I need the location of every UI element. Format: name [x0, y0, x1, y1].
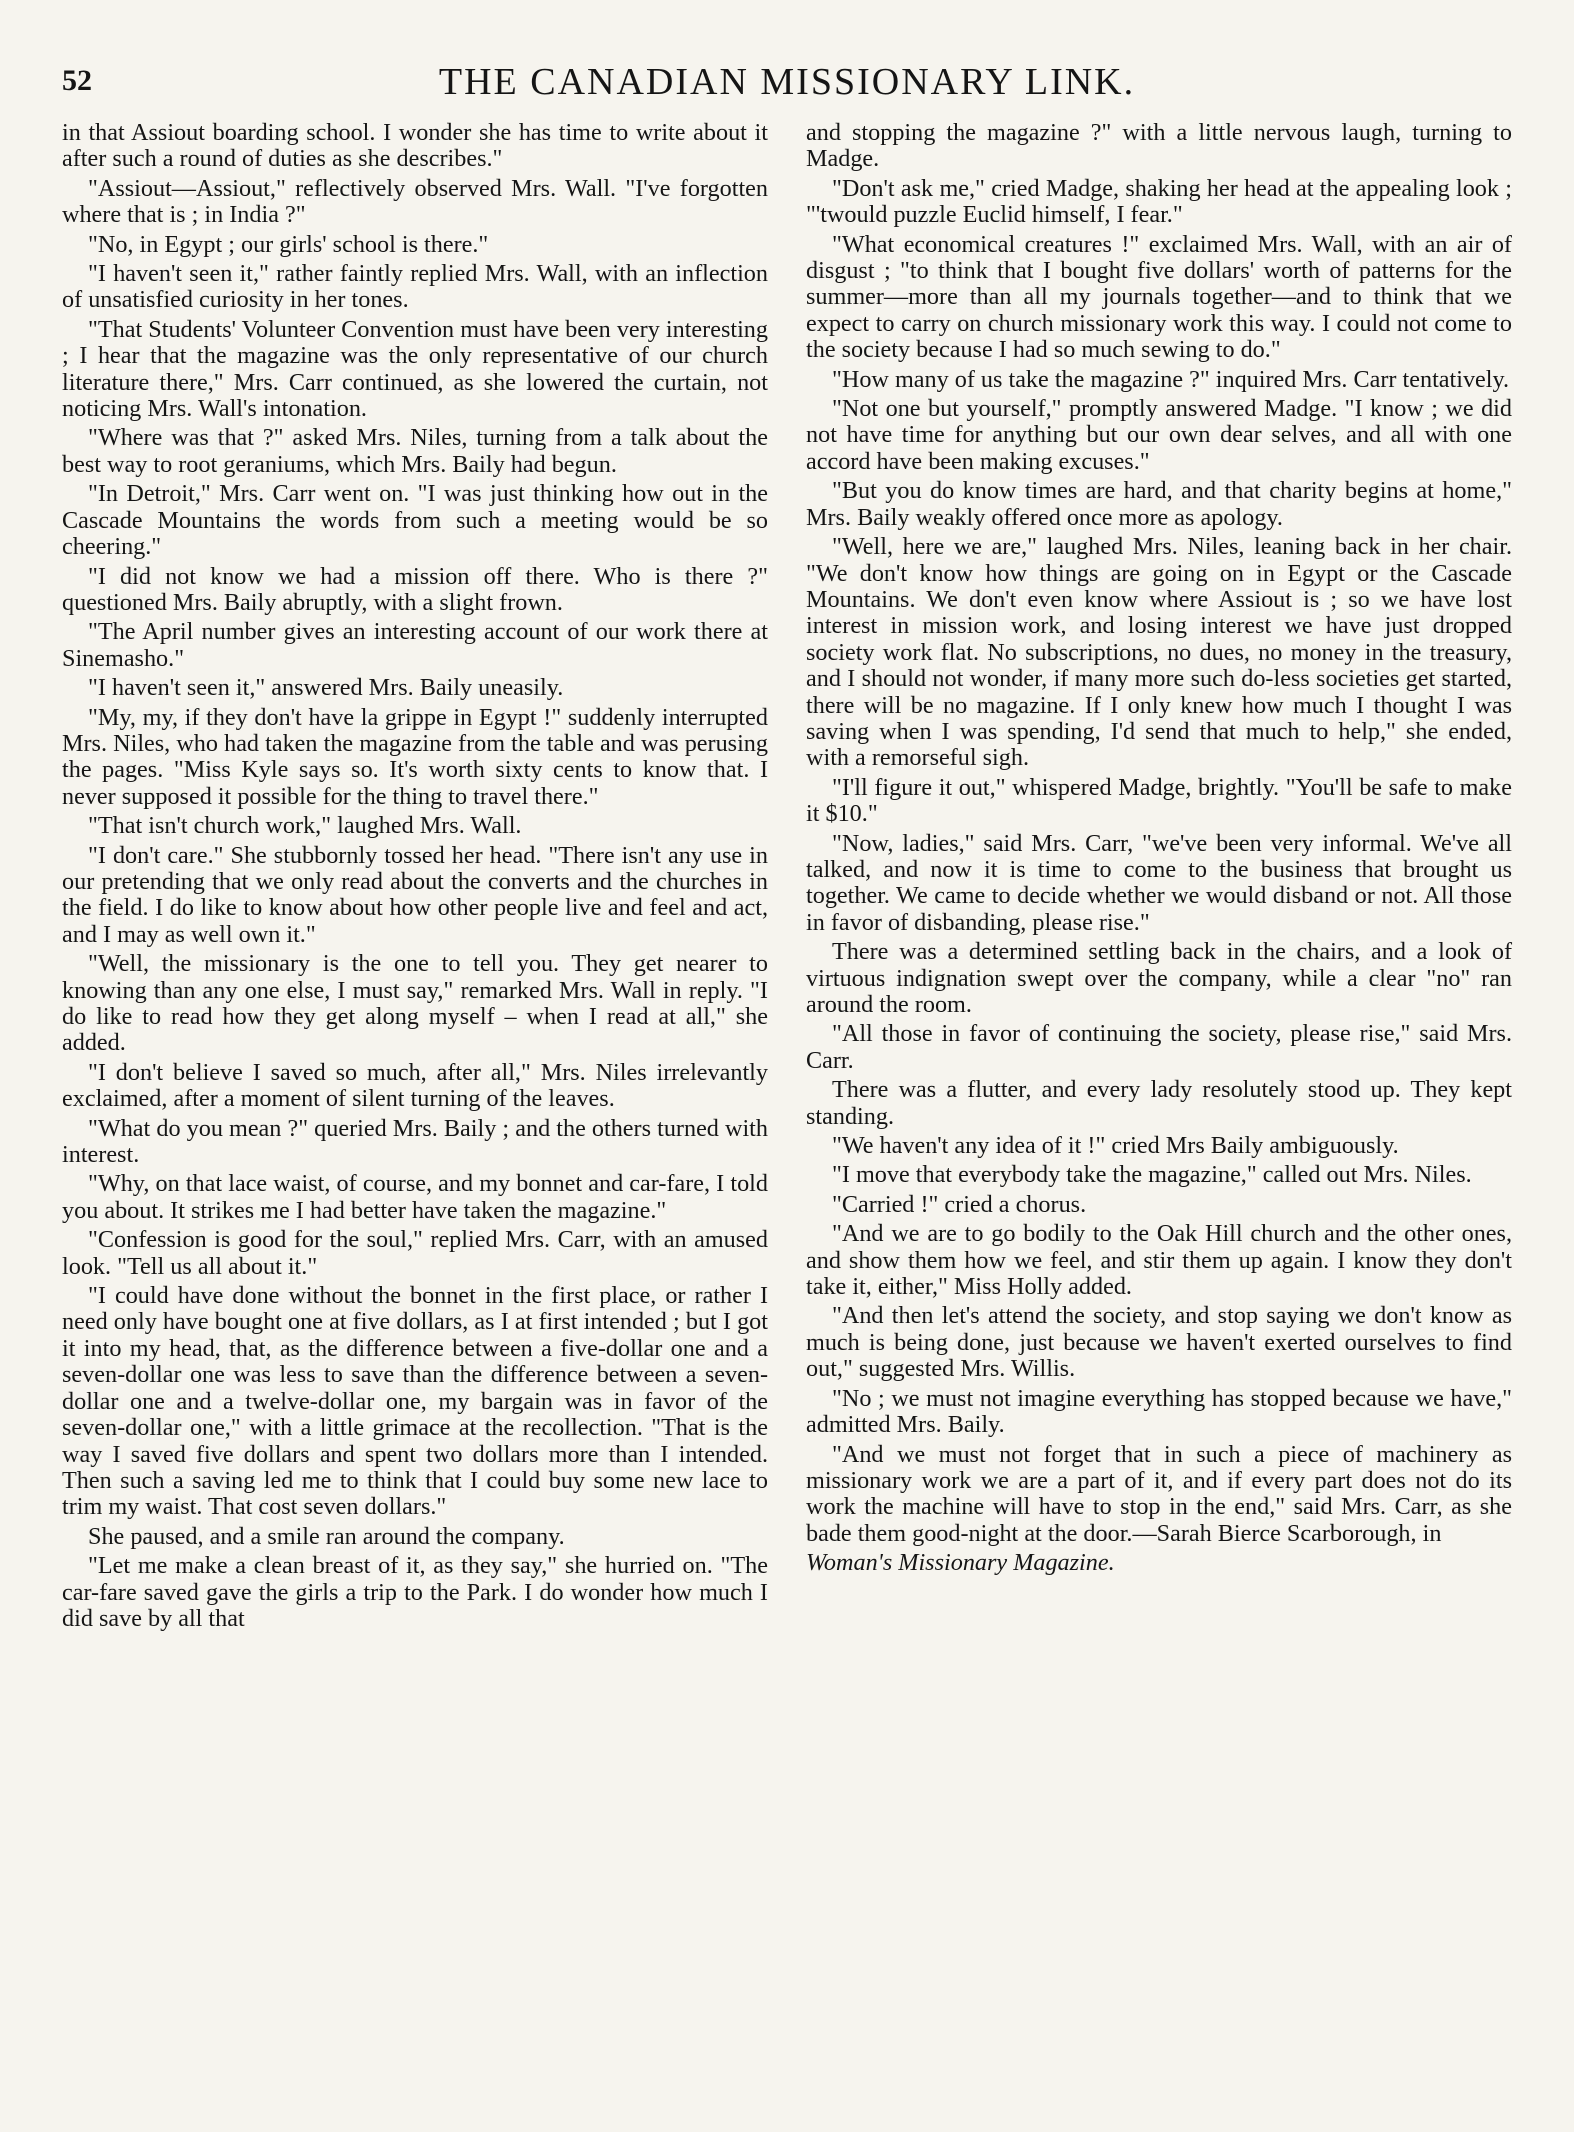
- paragraph: "Don't ask me," cried Madge, shaking her head at the appealing look ; "'twould puzzle Euclid himself, I fear.": [806, 174, 1512, 229]
- paragraph: She paused, and a smile ran around the company.: [88, 1522, 565, 1550]
- paragraph: "I did not know we had a mission off there. Who is there ?" questioned Mrs. Baily abruptly, with a slight frown.: [62, 562, 768, 616]
- paragraph: "We haven't any idea of it !" cried Mrs Baily ambiguously.: [832, 1132, 1399, 1160]
- paragraph: "I move that everybody take the magazine," called out Mrs. Niles.: [832, 1161, 1472, 1189]
- paragraph: "What do you mean ?" queried Mrs. Baily ; and the others turned with interest.: [62, 1114, 768, 1169]
- paragraph: "I don't care." She stubbornly tossed her head. "There isn't any use in our pretending that we only read about the converts and the churches in the field. I do like to know about how other people live and feel and act, and I may as well own it.": [62, 841, 768, 948]
- paragraph: "In Detroit," Mrs. Carr went on. "I was just thinking how out in the Cascade Mountains the words from such a meeting would be so cheering.": [62, 480, 768, 561]
- paragraph: "Confession is good for the soul," replied Mrs. Carr, with an amused look. "Tell us all about it.": [62, 1226, 768, 1280]
- paragraph: "I'll figure it out," whispered Madge, brightly. "You'll be safe to make it $10.": [806, 773, 1512, 828]
- page-header: [62, 58, 1512, 120]
- running-title: THE CANADIAN MISSIONARY LINK.: [438, 61, 1136, 103]
- paragraph: "Let me make a clean breast of it, as they say," she hurried on. "The car-fare saved gave the girls a trip to the Park. I do wonder how much I did save by all that: [62, 1552, 768, 1632]
- paragraph: "The April number gives an interesting account of our work there at Sinemasho.": [62, 618, 768, 672]
- paragraph: "How many of us take the magazine ?" inquired Mrs. Carr tentatively.: [832, 365, 1510, 393]
- paragraph: "Not one but yourself," promptly answered Madge. "I know ; we did not have time for anything but our own dear selves, and all with one accord have been making excuses.": [806, 395, 1512, 475]
- attribution: [806, 1550, 1512, 1576]
- paragraph: "That Students' Volunteer Convention must have been very interesting ; I hear that the magazine was the only representative of our church literature there," Mrs. Carr continued, as she lowered the curtain, not noticing Mrs. Wall's intonation.: [62, 315, 768, 423]
- paragraph: in that Assiout boarding school. I wonder she has time to write about it after such a round of duties as she describes.": [62, 119, 768, 173]
- paragraph: "No, in Egypt ; our girls' school is there.": [88, 230, 489, 258]
- paragraph: "All those in favor of continuing the society, please rise," said Mrs. Carr.: [806, 1020, 1512, 1074]
- paragraph: "Why, on that lace waist, of course, and my bonnet and car-fare, I told you about. It strikes me I had better have taken the magazine.": [62, 1170, 768, 1224]
- paragraph: There was a determined settling back in the chairs, and a look of virtuous indignation swept over the company, while a clear "no" ran around the room.: [806, 938, 1512, 1018]
- paragraph: "I haven't seen it," rather faintly replied Mrs. Wall, with an inflection of unsatisfied curiosity in her tones.: [62, 260, 768, 314]
- paragraph: "I could have done without the bonnet in the first place, or rather I need only have bought one at five dollars, as I at first intended ; but I got it into my head, that, as the difference between a five-dollar one and a seven-dollar one was less to save than the difference between a seven-dollar one and a twelve-dollar one, my bargain was in favor of the seven-dollar one," with a little grimace at the recollection. "That is the way I saved five dollars and spent two dollars more than I intended. Then such a saving led me to think that I could buy some new lace to trim my waist. That cost seven dollars.": [62, 1282, 768, 1521]
- paragraph: "That isn't church work," laughed Mrs. Wall.: [88, 812, 522, 840]
- paragraph: "And we are to go bodily to the Oak Hill church and the other ones, and show them how we feel, and stir them up again. I know they don't take it, either," Miss Holly added.: [806, 1220, 1512, 1301]
- paragraph: and stopping the magazine ?" with a little nervous laugh, turning to Madge.: [806, 119, 1512, 173]
- paragraph: "And then let's attend the society, and stop saying we don't know as much is being done, just because we haven't exerted ourselves to find out," suggested Mrs. Willis.: [806, 1302, 1512, 1383]
- attribution-source: Woman's Missionary Magazine.: [806, 1549, 1115, 1577]
- paragraph: "What economical creatures !" exclaimed Mrs. Wall, with an air of disgust ; "to think that I bought five dollars' worth of patterns for the summer—more than all my journals together—and to think that we expect to carry on church missionary work this way. I could not come to the society because I had so much sewing to do.": [806, 230, 1512, 364]
- paragraph: "I haven't seen it," answered Mrs. Baily uneasily.: [88, 674, 564, 702]
- paragraph: There was a flutter, and every lady resolutely stood up. They kept standing.: [806, 1076, 1512, 1130]
- paragraph: "Well, the missionary is the one to tell you. They get nearer to knowing than any one else, I must say," remarked Mrs. Wall in reply. "I do like to read how they get along myself – when I read at all," she added.: [62, 950, 768, 1057]
- paragraph: "And we must not forget that in such a piece of machinery as missionary work we are a part of it, and if every part does not do its work the machine will have to stop in the end," said Mrs. Carr, as she bade them good-night at the door.—Sarah Bierce Scarborough, in: [806, 1440, 1512, 1547]
- paragraph: "Where was that ?" asked Mrs. Niles, turning from a talk about the best way to root geraniums, which Mrs. Baily had begun.: [62, 424, 768, 478]
- paragraph: "I don't believe I saved so much, after all," Mrs. Niles irrelevantly exclaimed, after a moment of silent turning of the leaves.: [62, 1058, 768, 1113]
- paragraph: "Assiout—Assiout," reflectively observed Mrs. Wall. "I've forgotten where that is ; in India ?": [62, 174, 768, 229]
- left-column: [62, 120, 768, 1635]
- paragraph: "Now, ladies," said Mrs. Carr, "we've been very informal. We've all talked, and now it is time to come to the business that brought us together. We came to decide whether we would disband or not. All those in favor of disbanding, please rise.": [806, 829, 1512, 936]
- paragraph: "Well, here we are," laughed Mrs. Niles, leaning back in her chair. "We don't know how things are going on in Egypt or the Cascade Mountains. We don't even know where Assiout is ; so we have lost interest in mission work, and losing interest we have just dropped society work flat. No subscriptions, no dues, no money in the treasury, and I should not wonder, if many more such do-less societies get started, there will be no magazine. If I only knew how much I thought I was saving when I was spending, I'd send that much to help," she ended, with a remorseful sigh.: [806, 533, 1512, 772]
- page-number: 52: [62, 64, 92, 97]
- paragraph: "No ; we must not imagine everything has stopped because we have," admitted Mrs. Baily.: [806, 1384, 1512, 1439]
- right-column: [806, 120, 1512, 1635]
- paragraph: "Carried !" cried a chorus.: [832, 1190, 1087, 1218]
- paragraph: "But you do know times are hard, and that charity begins at home," Mrs. Baily weakly offered once more as apology.: [806, 477, 1512, 531]
- text-columns: [62, 120, 1512, 1635]
- paragraph: "My, my, if they don't have la grippe in Egypt !" suddenly interrupted Mrs. Niles, who had taken the magazine from the table and was perusing the pages. "Miss Kyle says so. It's worth sixty cents to know that. I never supposed it possible for the thing to travel there.": [62, 703, 768, 810]
